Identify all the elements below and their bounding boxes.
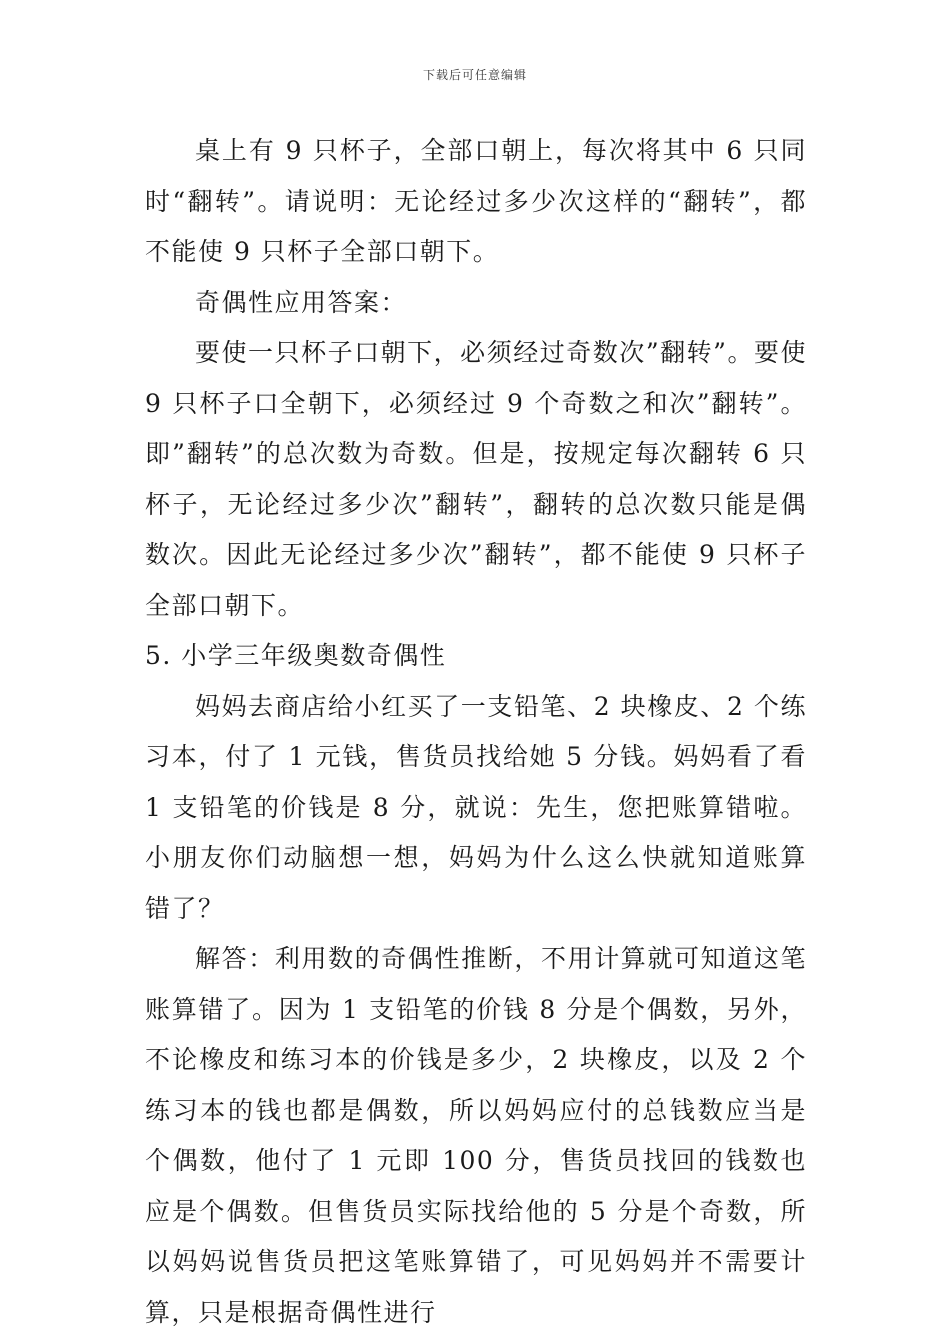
document-body xyxy=(145,126,807,1338)
page-header-note: 下载后可任意编辑 xyxy=(422,68,527,82)
solution-paragraph: 解答：利用数的奇偶性推断，不用计算就可知道这笔账算错了。因为 1 支铅笔的价钱 8 分是个偶数，另外，不论橡皮和练习本的价钱是多少，2 块橡皮，以及 2 个练习本的钱也都是偶数，所以妈妈应付的总钱数应当是个偶数，他付了 1 元即 100 分，售货员找回的钱数也应是个偶数。但售货员实际找给他的 5 分是个奇数，所以妈妈说售货员把这笔账算错了，可见妈妈并不需要计算，只是根据奇偶性进行 xyxy=(145,944,807,1327)
answer-paragraph: 要使一只杯子口朝下，必须经过奇数次”翻转”。要使 9 只杯子口全朝下，必须经过 9 个奇数之和次”翻转”。即”翻转”的总次数为奇数。但是，按规定每次翻转 6 只杯子，无论经过多少次”翻转”，翻转的总次数只能是偶数次。因此无论经过多少次”翻转”，都不能使 9 只杯子全部口朝下。 xyxy=(145,338,807,620)
section-heading: 5. 小学三年级奥数奇偶性 xyxy=(145,641,447,670)
answer-label: 奇偶性应用答案： xyxy=(195,287,408,317)
problem-paragraph-2: 妈妈去商店给小红买了一支铅笔、2 块橡皮、2 个练习本，付了 1 元钱，售货员找给她 5 分钱。妈妈看了看 1 支铅笔的价钱是 8 分，就说：先生，您把账算错啦。小朋友你们动脑想一想，妈妈为什么这么快就知道账算错了？ xyxy=(145,691,807,923)
problem-paragraph: 桌上有 9 只杯子，全部口朝上，每次将其中 6 只同时“翻转”。请说明：无论经过多少次这样的“翻转”，都不能使 9 只杯子全部口朝下。 xyxy=(145,136,807,266)
